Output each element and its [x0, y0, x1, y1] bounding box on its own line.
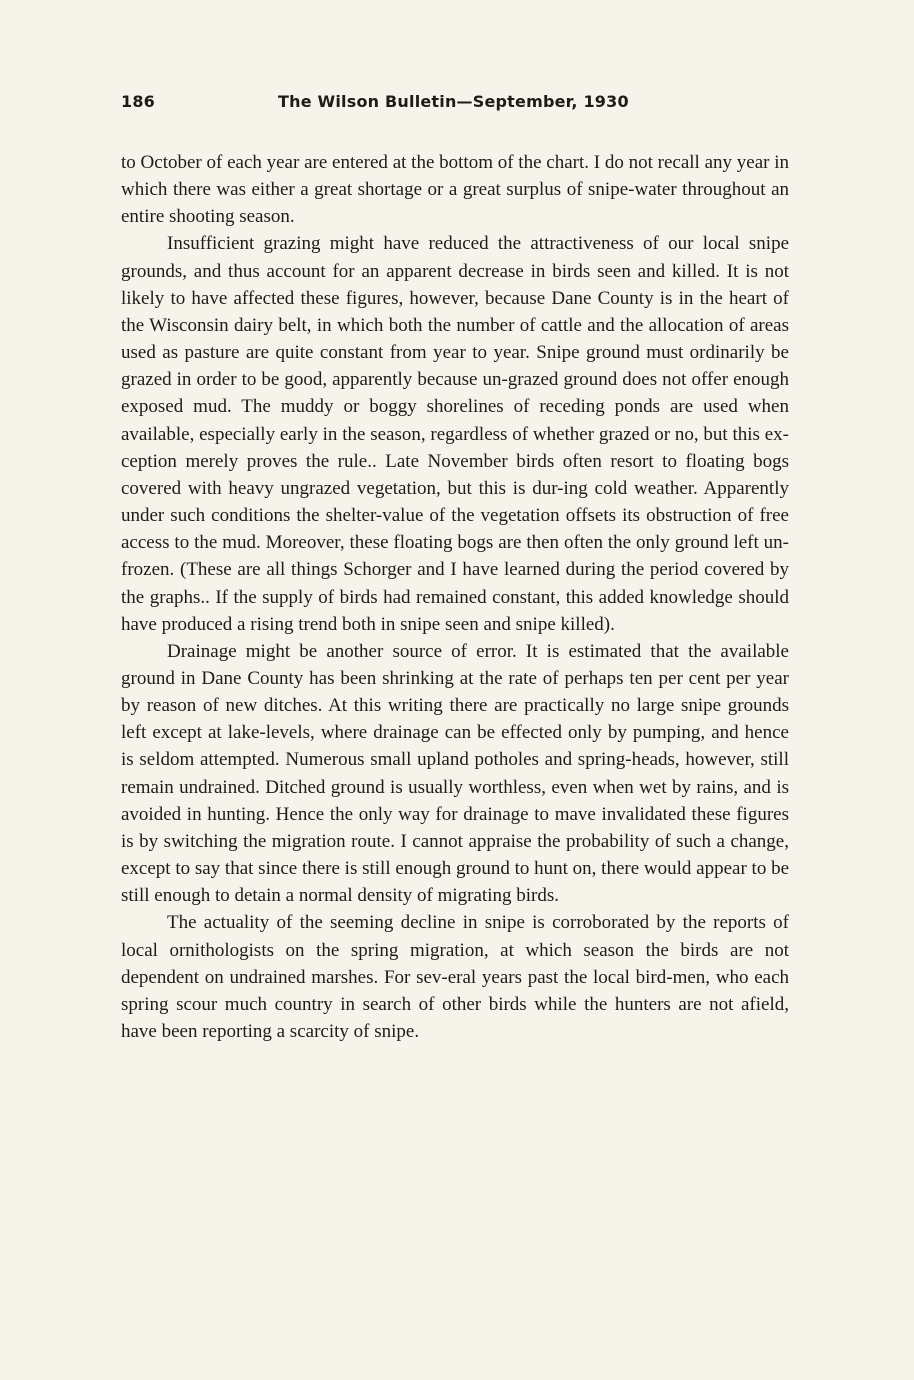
page-number: 186 [121, 92, 155, 111]
journal-title: The Wilson Bulletin—September, 1930 [278, 92, 629, 111]
paragraph-drainage: Drainage might be another source of error. It is estimated that the available ground in Dane County has been shrinking at the rate of perhaps ten per cent per year by reason of new ditches. At this writing there are practically no large snipe grounds left except at lake-levels, where drainage can be effected only by pumping, and hence is seldom attempted. Numerous small upland potholes and spring-heads, however, still remain undrained. Ditched ground is usually worthless, even when wet by rains, and is avoided in hunting. Hence the only way for drainage to mave invalidated these figures is by switching the migration route. I cannot appraise the probability of such a change, except to say that since there is still enough ground to hunt on, there would appear to be still enough to detain a normal density of migrating birds. [121, 640, 789, 907]
paragraph-actuality: The actuality of the seeming decline in snipe is corroborated by the reports of local ornithologists on the spring migration, at which season the birds are not dependent on undrained marshes. For sev-eral years past the local bird-men, who each spring scour much country in search of other birds while the hunters are not afield, have been reporting a scarcity of snipe. [121, 912, 789, 1042]
paragraph-grazing: Insufficient grazing might have reduced the attractiveness of our local snipe grounds, and thus account for an apparent decrease in birds seen and killed. It is not likely to have affected these figures, however, because Dane County is in the heart of the Wisconsin dairy belt, in which both the number of cattle and the allocation of areas used as pasture are quite constant from year to year. Snipe ground must ordinarily be grazed in order to be good, apparently because un-grazed ground does not offer enough exposed mud. The muddy or boggy shorelines of receding ponds are used when available, especially early in the season, regardless of whether grazed or no, but this ex-ception merely proves the rule.. Late November birds often resort to floating bogs covered with heavy ungrazed vegetation, but this is dur-ing cold weather. Apparently under such conditions the shelter-value of the vegetation offsets its obstruction of free access to the mud. Moreover, these floating bogs are then often the only ground left un-frozen. (These are all things Schorger and I have learned during the period covered by the graphs.. If the supply of birds had remained constant, this added knowledge should have produced a rising trend both in snipe seen and snipe killed). [121, 233, 789, 635]
paragraph-continued: to October of each year are entered at the bottom of the chart. I do not recall any year in which there was either a great shortage or a great surplus of snipe-water throughout an entire shooting season. [121, 152, 789, 228]
running-head [121, 92, 789, 116]
body-text [121, 149, 789, 1045]
